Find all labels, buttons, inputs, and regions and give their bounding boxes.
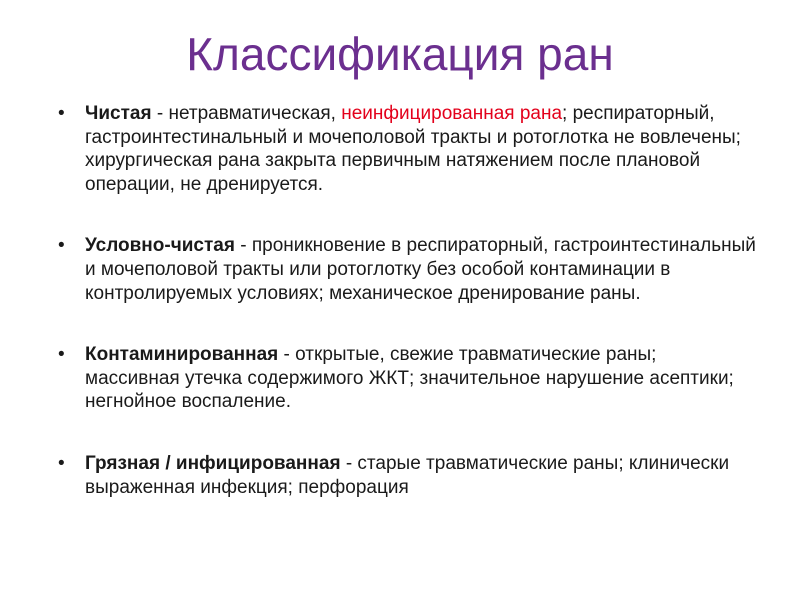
bullet-item-contaminated <box>56 343 756 414</box>
bullet-text: - открытые, свежие травматические раны; массивная утечка содержимого ЖКТ; значительное нарушение асептики; негнойное воспаление. <box>85 344 734 413</box>
bullet-item-clean <box>56 102 756 196</box>
bullet-term: Чистая <box>85 103 152 124</box>
bullet-item-dirty <box>56 452 756 499</box>
bullet-term: Грязная / инфицированная <box>85 452 341 474</box>
bullet-term: Контаминированная <box>85 344 279 366</box>
bullet-item-clean-contaminated <box>56 234 756 305</box>
bullet-icon: • <box>58 344 65 366</box>
bullet-text: - проникновение в респираторный, гастроинтестинальный и мочеполовой тракты или ротоглотку без особой контаминации в контролируемых условиях; механическое дренирование раны. <box>85 235 756 304</box>
bullet-term: Условно-чистая <box>85 235 235 257</box>
bullet-text-after: ; респираторный, гастроинтестинальный и мочеполовой тракты и ротоглотка не вовлечены; хирургическая рана закрыта первичным натяжением после плановой операции, не дренируется. <box>85 103 741 195</box>
bullet-icon: • <box>58 235 65 257</box>
bullet-text: - старые травматические раны; клинически выраженная инфекция; перфорация <box>85 452 730 498</box>
bullet-icon: • <box>58 452 65 474</box>
bullet-icon: • <box>58 103 65 124</box>
bullet-highlight: неинфицированная рана <box>341 103 563 124</box>
bullet-text-before: - нетравматическая, <box>151 103 342 124</box>
slide-title: Классификация ран <box>186 28 614 80</box>
bullet-list <box>56 102 756 537</box>
